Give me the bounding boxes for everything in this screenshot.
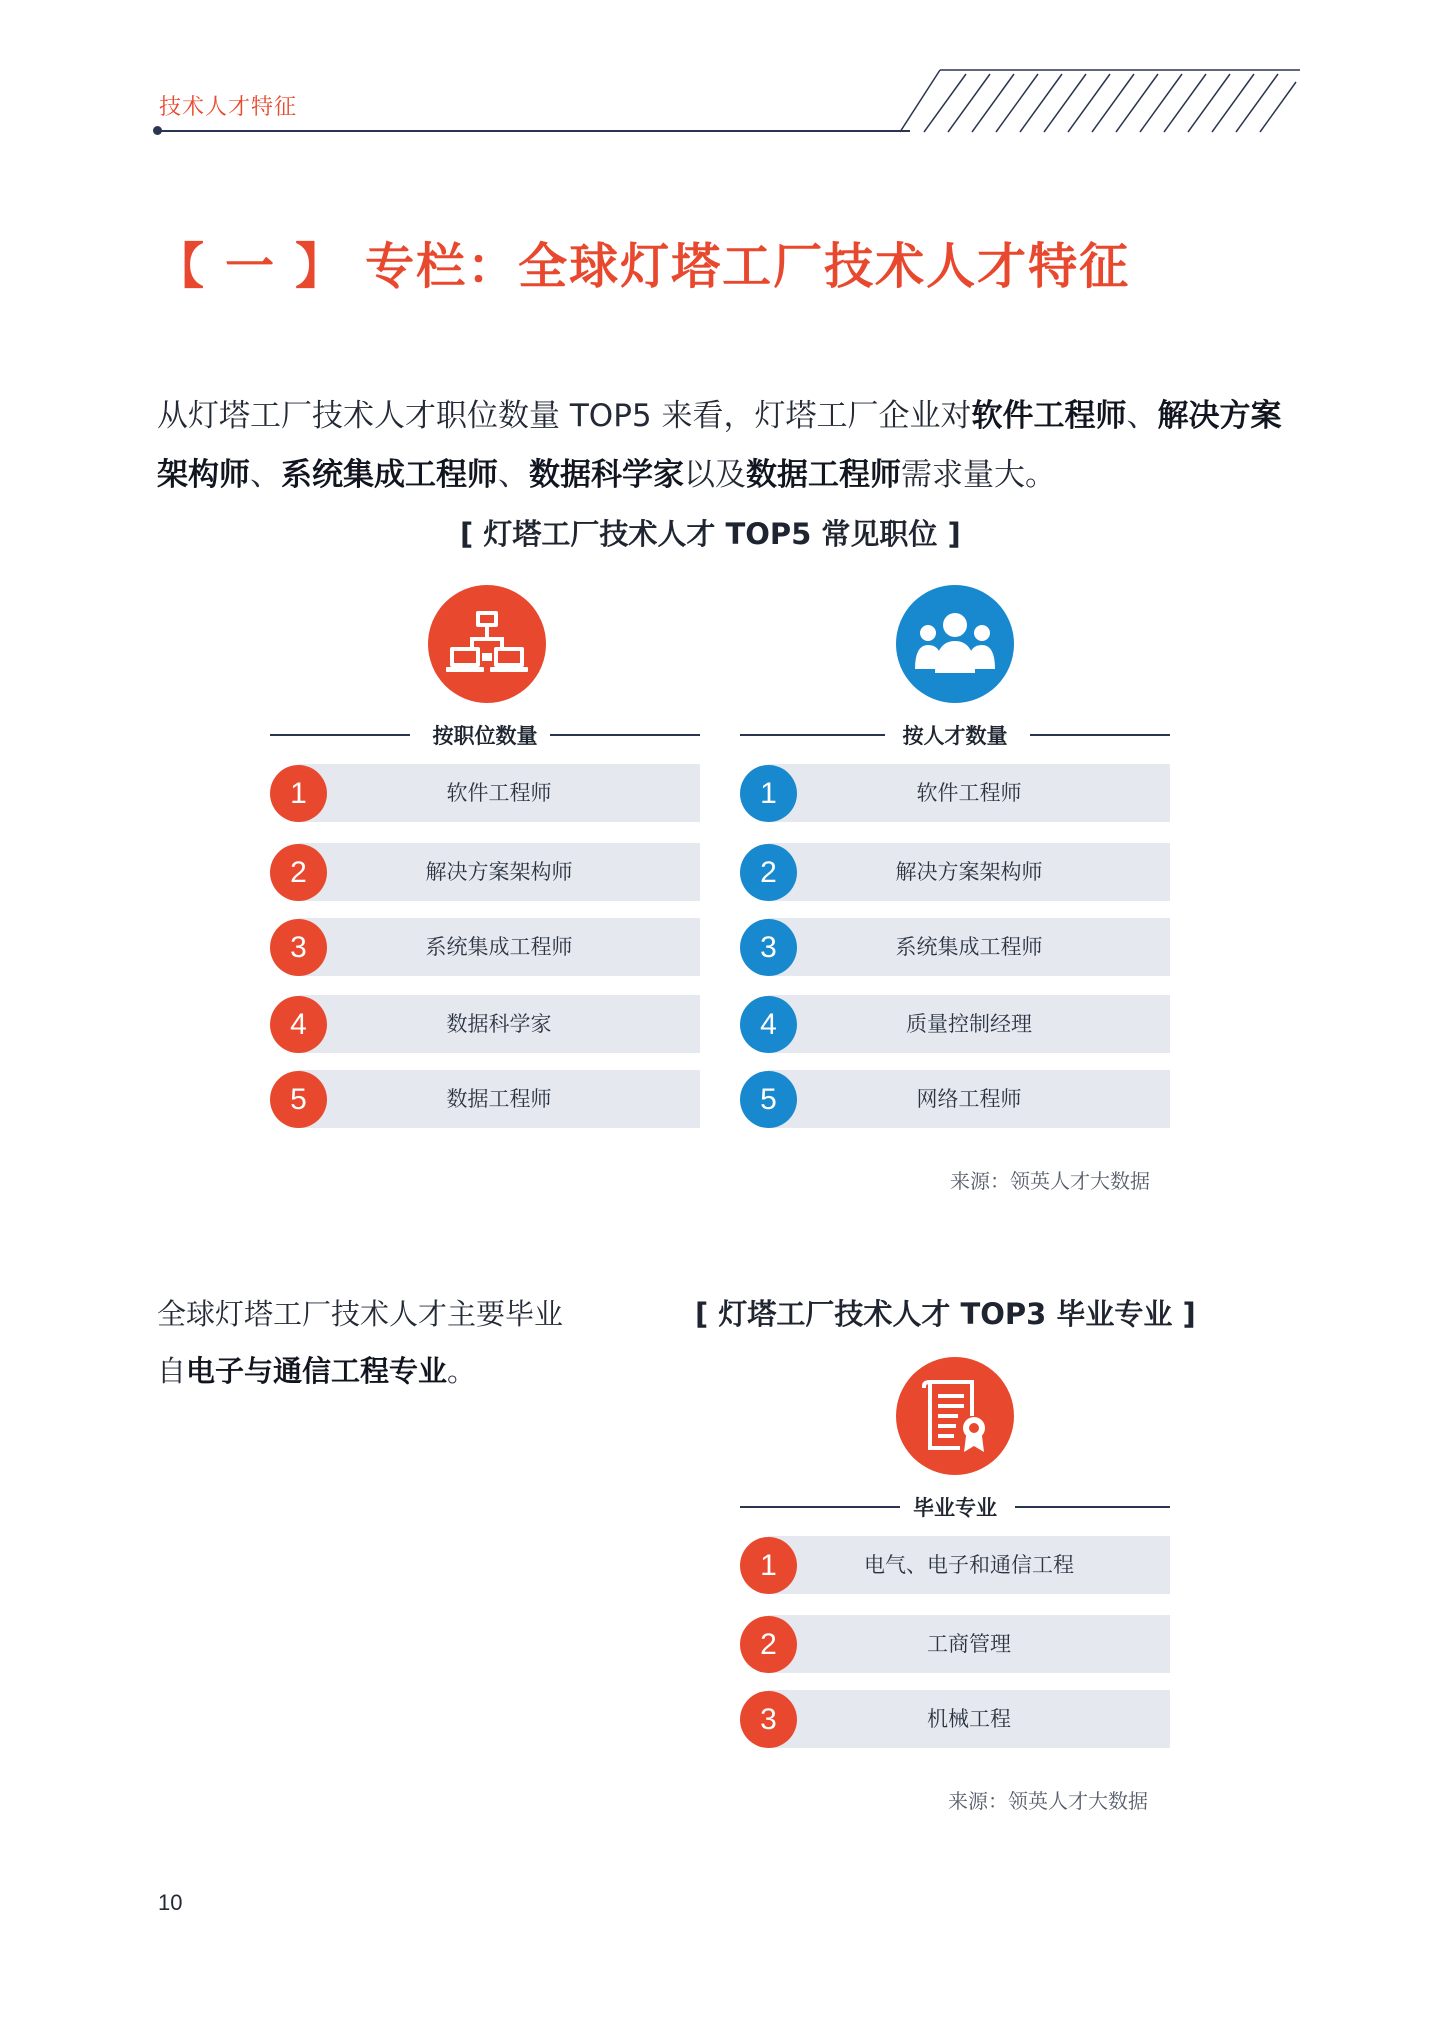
list-item — [740, 918, 1170, 976]
rank-badge: 5 — [740, 1071, 797, 1128]
page-title: 【 一 】 专栏：全球灯塔工厂技术人才特征 — [155, 238, 1131, 295]
top5-heading: [ 灯塔工厂技术人才 TOP5 常见职位 ] — [460, 517, 961, 551]
list-item — [270, 995, 700, 1053]
item-text: 数据科学家 — [446, 1012, 552, 1036]
rank-badge: 3 — [270, 919, 327, 976]
intro-highlight: 解决方案架构师 — [157, 398, 1282, 493]
list-item — [740, 1615, 1170, 1673]
item-text: 软件工程师 — [446, 781, 552, 805]
majors-source: 来源：领英人才大数据 — [948, 1789, 1148, 1813]
rank-badge: 1 — [270, 765, 327, 822]
rank-badge: 3 — [740, 919, 797, 976]
by-positions-heading — [270, 720, 700, 750]
rank-badge: 1 — [740, 1537, 797, 1594]
header-stripes-decoration — [900, 68, 1305, 134]
header-rule — [155, 130, 910, 132]
majors-heading: [ 灯塔工厂技术人才 TOP3 毕业专业 ] — [695, 1297, 1196, 1331]
intro-separator: 、 — [250, 457, 281, 493]
page-number: 10 — [158, 1890, 183, 1915]
rank-badge: 2 — [740, 844, 797, 901]
intro-highlight: 系统集成工程师 — [281, 457, 498, 493]
item-text: 网络工程师 — [916, 1087, 1022, 1111]
majors-intro-text: 。 — [447, 1354, 477, 1388]
rank-badge: 2 — [740, 1616, 797, 1673]
rank-badge: 1 — [740, 765, 797, 822]
rank-badge: 5 — [270, 1071, 327, 1128]
intro-text: 从灯塔工厂技术人才职位数量 TOP5 来看，灯塔工厂企业对 — [157, 398, 972, 434]
list-item — [740, 1070, 1170, 1128]
item-text: 系统集成工程师 — [425, 935, 573, 959]
intro-separator: 、 — [1126, 398, 1158, 434]
item-text: 软件工程师 — [916, 781, 1022, 805]
intro-highlight: 软件工程师 — [971, 398, 1127, 434]
majors-intro-highlight: 电子与通信工程专业 — [186, 1354, 448, 1388]
list-item — [270, 843, 700, 901]
network-computers-icon — [428, 585, 546, 703]
majors-intro-text: 自 — [157, 1354, 187, 1388]
people-group-icon — [896, 585, 1014, 703]
item-text: 数据工程师 — [446, 1087, 552, 1111]
by-talent-label: 按人才数量 — [902, 724, 1008, 748]
item-text: 解决方案架构师 — [895, 860, 1043, 884]
by-positions-label: 按职位数量 — [432, 724, 538, 748]
top5-source: 来源：领英人才大数据 — [950, 1169, 1150, 1193]
item-text: 质量控制经理 — [906, 1012, 1032, 1036]
intro-separator: 、 — [498, 457, 529, 493]
rank-badge: 2 — [270, 844, 327, 901]
intro-text: 需求量大。 — [901, 457, 1056, 493]
majors-label: 毕业专业 — [913, 1496, 997, 1520]
majors-intro — [157, 1286, 627, 1400]
item-text: 电气、电子和通信工程 — [864, 1553, 1074, 1577]
intro-paragraph — [157, 387, 1302, 505]
intro-highlight: 数据科学家 — [529, 457, 684, 493]
item-text: 解决方案架构师 — [425, 860, 573, 884]
list-item — [270, 918, 700, 976]
rank-badge: 4 — [270, 996, 327, 1053]
item-text: 工商管理 — [927, 1632, 1011, 1656]
list-item — [270, 764, 700, 822]
list-item — [740, 1536, 1170, 1594]
certificate-icon — [896, 1357, 1014, 1475]
rank-badge: 4 — [740, 996, 797, 1053]
rank-badge: 3 — [740, 1691, 797, 1748]
by-talent-heading — [740, 720, 1170, 750]
majors-intro-text: 全球灯塔工厂技术人才主要毕业 — [157, 1297, 564, 1331]
item-text: 系统集成工程师 — [895, 935, 1043, 959]
list-item — [740, 764, 1170, 822]
header-section-label: 技术人才特征 — [159, 95, 298, 120]
list-item — [740, 1690, 1170, 1748]
majors-col-heading — [740, 1492, 1170, 1522]
list-item — [740, 995, 1170, 1053]
intro-highlight: 数据工程师 — [746, 457, 901, 493]
item-text: 机械工程 — [927, 1707, 1011, 1731]
list-item — [740, 843, 1170, 901]
list-item — [270, 1070, 700, 1128]
intro-text: 以及 — [684, 457, 746, 493]
